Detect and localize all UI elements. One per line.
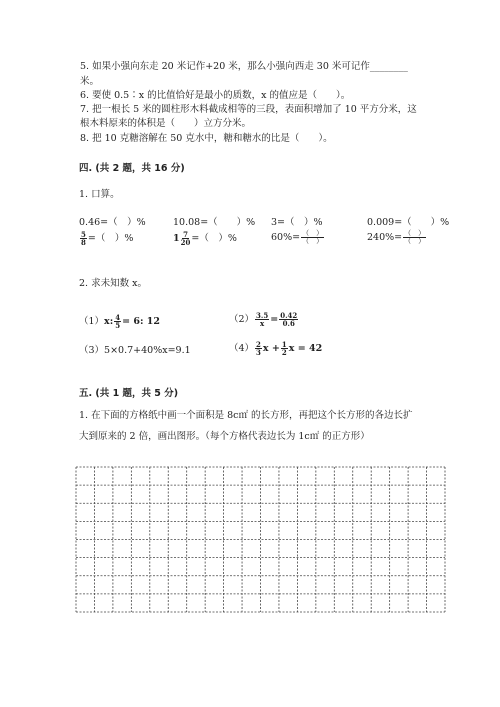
calc-item-mixed-number — [173, 230, 237, 246]
section-4-title: 四. (共 2 题，共 16 分) — [79, 163, 185, 174]
calc-item: 10.08=（ ）% — [173, 217, 256, 228]
fraction-denominator: 3 — [256, 348, 261, 357]
calc-item-percent-fraction — [271, 230, 325, 245]
calc-prefix: 60%= — [271, 232, 301, 243]
calc-item-fraction-5-8 — [79, 230, 133, 246]
equation-mid: x + — [262, 343, 280, 354]
equation-label: （2） — [229, 314, 255, 325]
grid-svg — [75, 466, 446, 613]
equation-label: （4） — [229, 343, 255, 354]
equation-rhs: x = 42 — [288, 343, 323, 354]
question-1-label: 1. 口算。 — [79, 189, 120, 200]
question-7-line2: 根木料原来的体积是（ ）立方分米。 — [80, 118, 252, 129]
equation-4 — [229, 340, 322, 356]
fraction-denominator: 5 — [115, 321, 121, 330]
fraction-numerator: 0.42 — [280, 311, 298, 320]
calc-item-percent-fraction — [367, 230, 427, 245]
fraction-denominator: 0.6 — [282, 319, 295, 328]
mixed-whole: 1 — [173, 233, 180, 244]
calc-rest: =（ ）% — [191, 233, 237, 244]
section-5-question-line1: 1. 在下面的方格纸中画一个面积是 8c㎡ 的长方形，再把这个长方形的各边长扩 — [79, 410, 413, 421]
equals-sign: = — [270, 314, 279, 325]
question-8: 8. 把 10 克糖溶解在 50 克水中，糖和糖水的比是（ ）。 — [80, 133, 333, 144]
fraction-numerator: 1 — [281, 340, 287, 349]
equation-lhs: x: — [104, 316, 114, 327]
fraction-numerator: 4 — [115, 313, 121, 322]
equation-rhs: = 6: 12 — [122, 316, 161, 327]
equation-2 — [229, 311, 299, 327]
fraction-denominator: 2 — [281, 348, 287, 357]
equation-label: （1） — [79, 316, 105, 327]
fraction-denominator: 8 — [81, 238, 86, 247]
fraction-denominator: x — [260, 319, 265, 328]
fraction-denominator: 20 — [180, 238, 191, 247]
fraction-numerator: （ ） — [404, 229, 426, 237]
fraction-numerator: （ ） — [302, 229, 324, 237]
fraction-denominator: （ ） — [302, 237, 324, 245]
question-6: 6. 要使 0.5∶x 的比值恰好是最小的质数，x 的值应是（ ）。 — [80, 90, 351, 101]
calc-item: 0.009=（ ）% — [367, 217, 450, 228]
equation-3: （3）5×0.7+40%x=9.1 — [79, 345, 191, 356]
grid-paper[interactable] — [75, 466, 446, 613]
calc-item: 3=（ ）% — [271, 217, 323, 228]
section-5-title: 五. (共 1 题，共 5 分) — [79, 388, 179, 399]
calc-rest: =（ ）% — [87, 233, 134, 244]
question-2-label: 2. 求未知数 x。 — [79, 278, 147, 289]
question-7-line1: 7. 把一根长 5 米的圆柱形木料截成相等的三段，表面积增加了 10 平方分米，这 — [80, 104, 417, 115]
fraction-numerator: 7 — [183, 230, 188, 239]
section-5-question-line2: 大到原来的 2 倍，画出图形。（每个方格代表边长为 1c㎡ 的正方形） — [79, 431, 370, 442]
fraction-numerator: 5 — [81, 230, 86, 239]
calc-item: 0.46=（ ）% — [79, 217, 146, 228]
fraction-denominator: （ ） — [404, 237, 426, 245]
fraction-numerator: 3.5 — [256, 311, 269, 320]
calc-prefix: 240%= — [367, 232, 403, 243]
question-5-line1: 5. 如果小强向东走 20 米记作+20 米，那么小强向西走 30 米可记作________ — [80, 61, 408, 72]
fraction-numerator: 2 — [256, 340, 261, 349]
question-5-line2: 米。 — [80, 76, 100, 87]
equation-1 — [79, 313, 160, 329]
